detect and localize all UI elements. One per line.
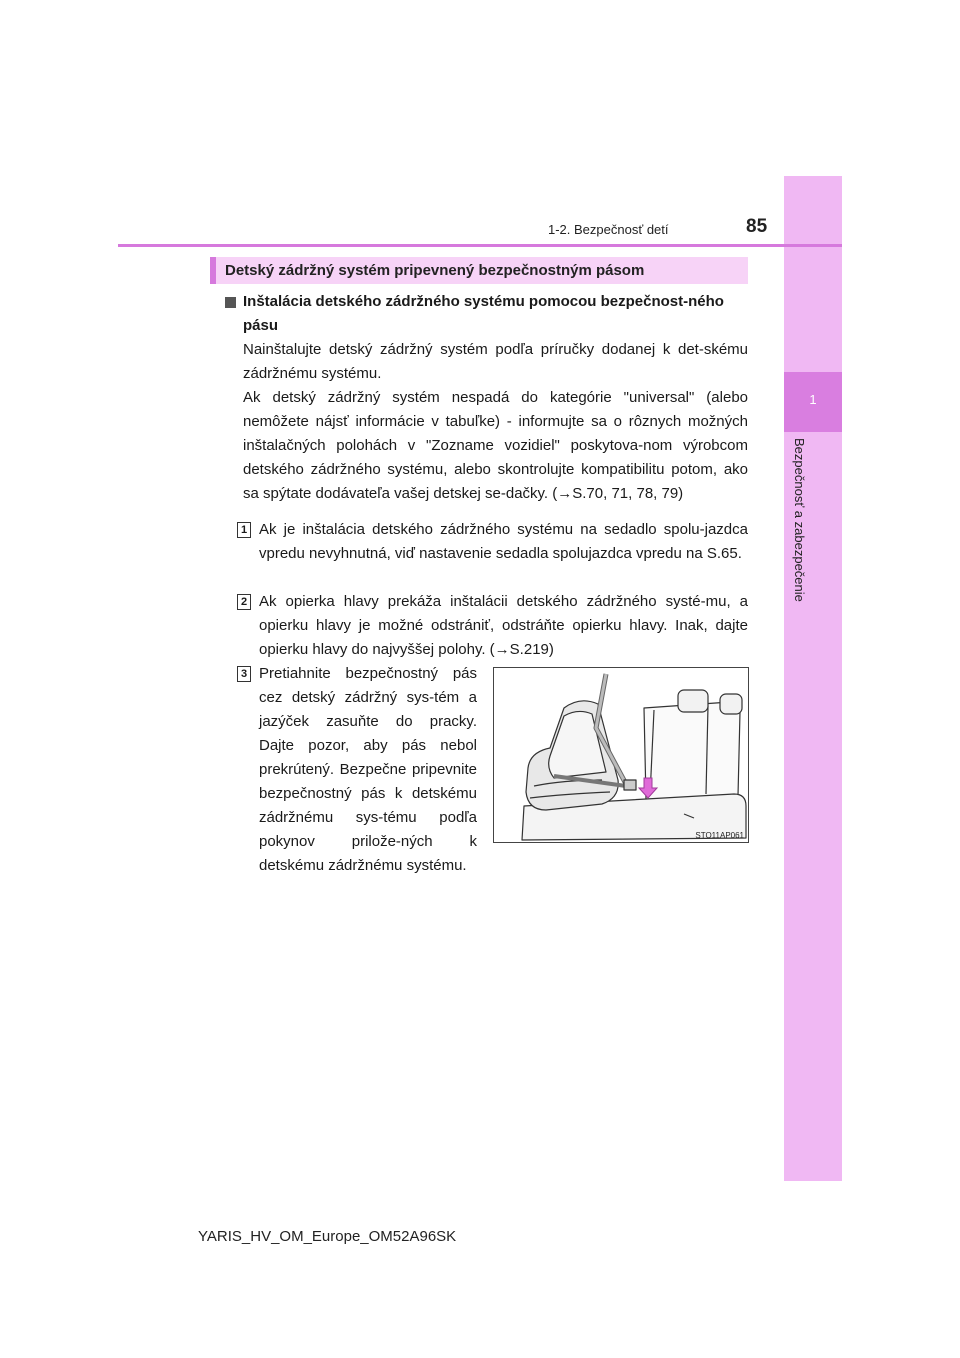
header-rule — [118, 244, 842, 247]
bullet-square-icon — [225, 297, 236, 308]
child-seat-illustration — [493, 667, 749, 843]
child-seat-drawing — [494, 668, 748, 842]
step-text-2: Ak opierka hlavy prekáža inštalácii detského zádržného systé-mu, a opierku hlavy je možné odstrániť, odstráňte opierku hlavy. Inak, dajte opierku hlavy do najvyššej polohy. (→S.219) — [259, 593, 748, 658]
paragraph-1: Nainštalujte detský zádržný systém podľa príručky dodanej k det-skému zádržnému systému. — [243, 341, 748, 382]
chapter-number: 1 — [809, 392, 817, 407]
step-number-2: 2 — [237, 594, 251, 610]
figure-code: STO11AP061 — [695, 831, 744, 840]
step-number-1: 1 — [237, 522, 251, 538]
section-header: 1-2. Bezpečnosť detí — [548, 222, 669, 237]
subheading: Inštalácia detského zádržného systému pomocou bezpečnost-ného pásu — [243, 293, 724, 334]
paragraph-2: Ak detský zádržný systém nespadá do kategórie "universal" (alebo nemôžete nájsť informácie v tabuľke) - informujte sa o rôznych možných inštalačných polohách v "Zozname vozidiel" poskytova-nom výrobcom detského zádržného systému, alebo skontrolujte kompatibilitu potom, ako sa spýtate dodávateľa vašej detskej se-dačky. (→S.70, 71, 78, 79) — [243, 389, 748, 502]
step-text-1: Ak je inštalácia detského zádržného systému na sedadlo spolu-jazdca vpredu nevyhnutná, viď nastavenie sedadla spolujazdca vpredu na S.65. — [259, 521, 748, 562]
document-footer: YARIS_HV_OM_Europe_OM52A96SK — [198, 1228, 457, 1245]
step-number-3: 3 — [237, 666, 251, 682]
step-text-3: Pretiahnite bezpečnostný pás cez detský zádržný sys-tém a jazýček zasuňte do pracky. Dajte pozor, aby pás nebol prekrútený. Bezpečne pripevnite bezpečnostný pás k detskému zádržnému sys-tému podľa pokynov prilože-ných k detskému zádržnému systému. — [259, 665, 477, 874]
page-number: 85 — [746, 216, 768, 237]
section-title: Detský zádržný systém pripevnený bezpečnostným pásom — [210, 257, 748, 284]
chapter-side-tab — [784, 176, 842, 1181]
chapter-title: Bezpečnosť a zabezpečenie — [792, 438, 807, 602]
